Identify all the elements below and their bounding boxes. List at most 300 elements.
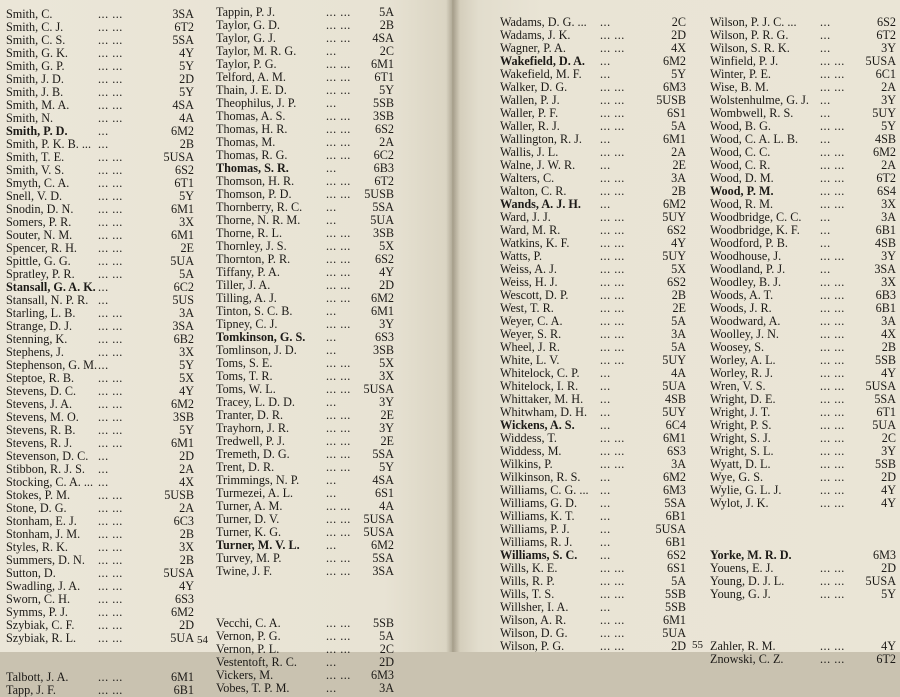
leader-dots: ... ... (820, 314, 845, 328)
entry-code: 4SA (172, 98, 194, 112)
entry-name: Snell, V. D. (6, 189, 63, 203)
leader-dots: ... ... (820, 457, 845, 471)
entry-name: Tredwell, P. J. (216, 434, 285, 448)
leader-dots: ... ... (98, 202, 123, 216)
leader-dots: ... ... (600, 353, 625, 367)
entry-name: Thomas, R. G. (216, 148, 288, 162)
entry-name: Thomas, H. R. (216, 122, 288, 136)
leader-dots: ... ... (98, 592, 123, 606)
leader-dots: ... ... (326, 265, 351, 279)
entry-name: Spittle, G. G. (6, 254, 71, 268)
entry-code: 4X (179, 475, 194, 489)
entry-name: Youens, E. J. (710, 561, 774, 575)
entry-row (6, 684, 194, 697)
leader-dots: ... ... (600, 613, 625, 627)
entry-name: Wren, V. S. (710, 379, 766, 393)
entry-name: Widdess, T. (500, 431, 557, 445)
entry-name: Wakefield, M. F. (500, 67, 582, 81)
leader-dots: ... ... (600, 275, 625, 289)
entry-name: Tremeth, D. G. (216, 447, 290, 461)
leader-dots: ... (326, 304, 337, 318)
entry-code: 4X (881, 327, 896, 341)
entry-name: Woods, A. T. (710, 288, 774, 302)
entry-name: Watts, P. (500, 249, 543, 263)
leader-dots: ... ... (820, 587, 845, 601)
entry-code: 5USA (163, 566, 194, 580)
entry-name: Weyer, S. R. (500, 327, 562, 341)
entry-name: Zahler, R. M. (710, 639, 776, 653)
entry-code: 2A (179, 462, 194, 476)
leader-dots: ... ... (820, 249, 845, 263)
entry-code: 2D (379, 655, 394, 669)
entry-name: Sutton, D. (6, 566, 56, 580)
entry-name: Smith, P. D. (6, 124, 68, 138)
entry-code: 3Y (881, 41, 896, 55)
entry-name: Woosey, S. (710, 340, 765, 354)
entry-name: Stevens, R. J. (6, 436, 73, 450)
entry-name: Tomkinson, G. S. (216, 330, 306, 344)
entry-code: 2E (672, 158, 686, 172)
entry-row (6, 632, 194, 645)
leader-dots: ... ... (600, 574, 625, 588)
entry-code: 6S2 (375, 252, 394, 266)
entry-name: Worley, R. J. (710, 366, 773, 380)
entry-code: 2D (881, 561, 896, 575)
leader-dots: ... ... (98, 514, 123, 528)
leader-dots: ... ... (326, 122, 351, 136)
entry-code: 3Y (379, 395, 394, 409)
entry-code: 6B3 (373, 161, 394, 175)
leader-dots: ... ... (326, 525, 351, 539)
entry-code: 5USA (865, 574, 896, 588)
entry-name: Wright, J. T. (710, 405, 771, 419)
leader-dots: ... ... (98, 72, 123, 86)
entry-name: Thornley, J. S. (216, 239, 287, 253)
entry-name: Woodford, P. B. (710, 236, 788, 250)
entry-code: 3A (179, 306, 194, 320)
entry-code: 2D (179, 72, 194, 86)
entry-code: 6S1 (667, 106, 686, 120)
entry-name: Thomas, A. S. (216, 109, 286, 123)
entry-name: Tappin, P. J. (216, 5, 276, 19)
entry-name: Stevens, M. O. (6, 410, 79, 424)
entry-code: 5SB (874, 457, 896, 471)
entry-name: Stonham, E. J. (6, 514, 77, 528)
leader-dots: ... ... (326, 642, 351, 656)
entry-code: 6S2 (667, 275, 686, 289)
entry-name: Wood, C. R. (710, 158, 771, 172)
leader-dots: ... ... (98, 488, 123, 502)
entry-name: Williams, R. J. (500, 535, 573, 549)
leader-dots: ... ... (326, 369, 351, 383)
leader-dots: ... ... (820, 54, 845, 68)
entry-code: 3SA (172, 7, 194, 21)
leader-dots: ... ... (820, 366, 845, 380)
leader-dots: ... ... (326, 616, 351, 630)
entry-row (216, 682, 394, 695)
entry-code: 5Y (179, 59, 194, 73)
entry-code: 6M1 (370, 304, 394, 318)
leader-dots: ... ... (600, 184, 625, 198)
entry-code: 3X (881, 275, 896, 289)
entry-name: Woodbridge, C. C. (710, 210, 802, 224)
leader-dots: ... ... (98, 85, 123, 99)
leader-dots: ... (600, 15, 611, 29)
leader-dots: ... ... (326, 317, 351, 331)
leader-dots: ... (600, 379, 611, 393)
entry-name: Wilson, D. G. (500, 626, 568, 640)
page-number-left: 54 (197, 634, 208, 646)
entry-name: Young, G. J. (710, 587, 771, 601)
leader-dots: ... (98, 449, 109, 463)
leader-dots: ... ... (98, 33, 123, 47)
entry-code: 6T2 (374, 174, 394, 188)
leader-dots: ... ... (98, 254, 123, 268)
leader-dots: ... ... (98, 683, 123, 697)
entry-row (710, 497, 896, 510)
entry-name: Stocking, C. A. ... (6, 475, 94, 489)
leader-dots: ... (820, 236, 831, 250)
entry-code: 5Y (179, 358, 194, 372)
entry-name: Winter, P. E. (710, 67, 771, 81)
entry-code: 5X (671, 262, 686, 276)
entry-name: Symms, P. J. (6, 605, 68, 619)
leader-dots: ... ... (326, 668, 351, 682)
entry-code: 3Y (881, 444, 896, 458)
entry-code: 6S2 (175, 163, 194, 177)
leader-dots: ... (600, 158, 611, 172)
entry-code: 2D (379, 278, 394, 292)
entry-name: Willsher, I. A. (500, 600, 569, 614)
entry-code: 6C2 (173, 280, 194, 294)
leader-dots: ... ... (600, 93, 625, 107)
entry-name: Walker, D. G. (500, 80, 568, 94)
entry-name: Wallis, J. L. (500, 145, 559, 159)
entry-code: 6M1 (170, 436, 194, 450)
entry-code: 3X (179, 540, 194, 554)
entry-code: 6M3 (370, 668, 394, 682)
leader-dots: ... (600, 197, 611, 211)
leader-dots: ... ... (98, 332, 123, 346)
entry-name: Thorne, N. R. M. (216, 213, 301, 227)
leader-dots: ... (326, 161, 337, 175)
entry-code: 6M2 (170, 605, 194, 619)
leader-dots: ... ... (98, 397, 123, 411)
entry-code: 5UA (370, 213, 394, 227)
leader-dots: ... (820, 93, 831, 107)
leader-dots: ... (600, 548, 611, 562)
leader-dots: ... ... (820, 67, 845, 81)
leader-dots: ... ... (820, 301, 845, 315)
leader-dots: ... ... (820, 158, 845, 172)
entry-code: 2E (380, 408, 394, 422)
entry-code: 3Y (881, 249, 896, 263)
entry-name: Williams, G. D. (500, 496, 578, 510)
entry-code: 5Y (379, 83, 394, 97)
leader-dots: ... ... (600, 314, 625, 328)
leader-dots: ... ... (98, 371, 123, 385)
leader-dots: ... ... (326, 18, 351, 32)
leader-dots: ... ... (600, 236, 625, 250)
entry-name: Waller, P. F. (500, 106, 559, 120)
entry-row (710, 588, 896, 601)
leader-dots: ... ... (326, 278, 351, 292)
entry-code: 6S2 (667, 223, 686, 237)
leader-dots: ... ... (98, 228, 123, 242)
entry-code: 2A (379, 135, 394, 149)
entry-code: 5X (379, 356, 394, 370)
entry-name: Woodley, B. J. (710, 275, 782, 289)
leader-dots: ... ... (600, 301, 625, 315)
leader-dots: ... (820, 41, 831, 55)
entry-code: 5UA (662, 379, 686, 393)
entry-code: 4Y (881, 496, 896, 510)
leader-dots: ... ... (820, 353, 845, 367)
leader-dots: ... ... (326, 57, 351, 71)
entry-code: 5SA (372, 551, 394, 565)
entry-name: Smith, J. B. (6, 85, 64, 99)
entry-name: Smith, N. (6, 111, 54, 125)
entry-name: Turvey, M. P. (216, 551, 282, 565)
leader-dots: ... (326, 395, 337, 409)
entry-name: Weyer, C. A. (500, 314, 563, 328)
entry-name: Woodhouse, J. (710, 249, 782, 263)
leader-dots: ... ... (600, 639, 625, 653)
leader-dots: ... ... (820, 171, 845, 185)
entry-name: Stephenson, G. M. (6, 358, 98, 372)
entry-code: 5USA (655, 522, 686, 536)
leader-dots: ... (820, 132, 831, 146)
leader-dots: ... (98, 124, 109, 138)
entry-code: 2D (671, 28, 686, 42)
leader-dots: ... ... (820, 288, 845, 302)
entry-name: Wilkinson, R. S. (500, 470, 581, 484)
leader-dots: ... (98, 280, 109, 294)
leader-dots: ... ... (326, 408, 351, 422)
entry-name: Ward, J. J. (500, 210, 551, 224)
leader-dots: ... ... (600, 340, 625, 354)
entry-name: Steptoe, R. B. (6, 371, 75, 385)
entry-code: 6T2 (174, 20, 194, 34)
entry-code: 2A (881, 158, 896, 172)
entry-name: Wadams, J. K. (500, 28, 571, 42)
entry-name: Smith, P. K. B. ... (6, 137, 91, 151)
entry-name: Stevens, J. A. (6, 397, 73, 411)
entry-name: Smith, C. J. (6, 20, 64, 34)
entry-code: 5SA (874, 392, 896, 406)
leader-dots: ... ... (326, 551, 351, 565)
entry-name: Stevens, D. C. (6, 384, 77, 398)
entry-name: White, L. V. (500, 353, 560, 367)
entry-name: Wood, C. A. L. B. (710, 132, 799, 146)
entry-code: 5Y (379, 460, 394, 474)
entry-code: 5SB (372, 616, 394, 630)
entry-code: 6M2 (662, 197, 686, 211)
entry-code: 5SB (372, 96, 394, 110)
entry-code: 6B1 (665, 535, 686, 549)
leader-dots: ... (600, 509, 611, 523)
entry-name: Thomson, H. R. (216, 174, 295, 188)
entry-name: Tiffany, P. A. (216, 265, 280, 279)
entry-name: Wescott, D. P. (500, 288, 569, 302)
entry-name: Strange, D. J. (6, 319, 73, 333)
leader-dots: ... (600, 54, 611, 68)
leader-dots: ... (820, 15, 831, 29)
leader-dots: ... ... (820, 119, 845, 133)
entry-code: 3X (881, 197, 896, 211)
entry-name: Wilson, P. R. G. (710, 28, 789, 42)
leader-dots: ... ... (326, 226, 351, 240)
leader-dots: ... (326, 200, 337, 214)
entry-name: Thornberry, R. C. (216, 200, 303, 214)
entry-name: Walne, J. W. R. (500, 158, 576, 172)
entry-code: 5USA (865, 379, 896, 393)
entry-name: Wylie, G. L. J. (710, 483, 782, 497)
entry-name: Vobes, T. P. M. (216, 681, 290, 695)
entry-code: 5UA (872, 418, 896, 432)
entry-code: 6M2 (662, 470, 686, 484)
page-right (452, 0, 900, 666)
leader-dots: ... (820, 106, 831, 120)
entry-code: 3X (179, 345, 194, 359)
entry-code: 6M2 (170, 124, 194, 138)
leader-dots: ... ... (98, 189, 123, 203)
leader-dots: ... ... (326, 187, 351, 201)
entry-code: 5SB (874, 353, 896, 367)
entry-code: 2C (881, 431, 896, 445)
entry-code: 6M1 (662, 613, 686, 627)
entry-code: 3SA (172, 319, 194, 333)
leader-dots: ... ... (98, 605, 123, 619)
entry-name: Wills, R. P. (500, 574, 555, 588)
entry-code: 5Y (881, 587, 896, 601)
entry-name: Tomlinson, J. D. (216, 343, 297, 357)
entry-name: Taylor, M. R. G. (216, 44, 297, 58)
leader-dots: ... ... (600, 28, 625, 42)
entry-code: 5Y (179, 423, 194, 437)
entry-name: Thomas, M. (216, 135, 276, 149)
entry-name: Stansall, G. A. K. (6, 280, 96, 294)
entry-name: Thain, J. E. D. (216, 83, 287, 97)
leader-dots: ... ... (98, 566, 123, 580)
entry-code: 6M3 (662, 80, 686, 94)
entry-code: 4SB (874, 236, 896, 250)
entry-name: Talbott, J. A. (6, 670, 69, 684)
leader-dots: ... ... (820, 444, 845, 458)
leader-dots: ... ... (326, 5, 351, 19)
leader-dots: ... (820, 223, 831, 237)
leader-dots: ... ... (98, 527, 123, 541)
entry-code: 4A (179, 111, 194, 125)
entry-code: 5UY (662, 210, 686, 224)
entry-code: 4SA (372, 31, 394, 45)
leader-dots: ... (600, 483, 611, 497)
entry-code: 2B (179, 137, 194, 151)
entry-name: Twine, J. F. (216, 564, 273, 578)
entry-name: Sworn, C. H. (6, 592, 70, 606)
entry-code: 2B (179, 527, 194, 541)
entry-name: Whitwham, D. H. (500, 405, 587, 419)
entry-name: Turner, M. V. L. (216, 538, 300, 552)
leader-dots: ... ... (600, 106, 625, 120)
entry-code: 2C (379, 44, 394, 58)
entry-code: 6M1 (170, 228, 194, 242)
entry-code: 2C (671, 15, 686, 29)
entry-name: Taylor, G. D. (216, 18, 280, 32)
leader-dots: ... ... (326, 109, 351, 123)
entry-code: 3Y (379, 317, 394, 331)
entry-code: 4SA (372, 473, 394, 487)
leader-dots: ... ... (820, 275, 845, 289)
leader-dots: ... ... (98, 501, 123, 515)
entry-code: 5Y (881, 119, 896, 133)
leader-dots: ... ... (98, 111, 123, 125)
entry-code: 4A (379, 499, 394, 513)
entry-name: Widdess, M. (500, 444, 562, 458)
entry-name: Tinton, S. C. B. (216, 304, 293, 318)
entry-code: 2C (379, 642, 394, 656)
leader-dots: ... ... (600, 249, 625, 263)
entry-code: 6S2 (667, 548, 686, 562)
entry-name: Wagner, P. A. (500, 41, 566, 55)
entry-code: 4SB (664, 392, 686, 406)
entry-code: 6M1 (170, 670, 194, 684)
entry-name: Smith, V. S. (6, 163, 65, 177)
entry-name: Turner, D. V. (216, 512, 280, 526)
entry-name: Weiss, H. J. (500, 275, 558, 289)
entry-name: Waller, R. J. (500, 119, 560, 133)
leader-dots: ... ... (820, 496, 845, 510)
leader-dots: ... ... (326, 174, 351, 188)
entry-code: 5USA (865, 54, 896, 68)
entry-code: 4SB (874, 132, 896, 146)
leader-dots: ... ... (820, 145, 845, 159)
entry-name: Walton, C. R. (500, 184, 567, 198)
entry-name: Wood, D. M. (710, 171, 774, 185)
entry-name: Smith, M. A. (6, 98, 70, 112)
entry-code: 4Y (881, 483, 896, 497)
leader-dots: ... ... (98, 215, 123, 229)
entry-code: 4Y (379, 265, 394, 279)
leader-dots: ... (600, 470, 611, 484)
leader-dots: ... ... (326, 239, 351, 253)
entry-code: 5UY (662, 405, 686, 419)
entry-code: 3A (881, 314, 896, 328)
entry-name: West, T. R. (500, 301, 554, 315)
leader-dots: ... ... (600, 41, 625, 55)
leader-dots: ... (600, 405, 611, 419)
page-number-right: 55 (692, 639, 703, 651)
entry-name: Tracey, L. D. D. (216, 395, 295, 409)
entry-code: 4Y (179, 384, 194, 398)
entry-code: 6B1 (875, 223, 896, 237)
entry-code: 6M2 (370, 538, 394, 552)
leader-dots: ... ... (326, 512, 351, 526)
entry-name: Wyatt, D. L. (710, 457, 771, 471)
entry-name: Souter, N. M. (6, 228, 73, 242)
entry-code: 6B1 (665, 509, 686, 523)
entry-code: 6S2 (877, 15, 896, 29)
leader-dots: ... ... (600, 119, 625, 133)
leader-dots: ... ... (820, 431, 845, 445)
entry-code: 6C3 (173, 514, 194, 528)
entry-code: 6M2 (370, 291, 394, 305)
leader-dots: ... ... (98, 540, 123, 554)
leader-dots: ... ... (600, 223, 625, 237)
entry-code: 5A (179, 267, 194, 281)
entry-name: Whittaker, M. H. (500, 392, 584, 406)
leader-dots: ... ... (820, 652, 845, 666)
